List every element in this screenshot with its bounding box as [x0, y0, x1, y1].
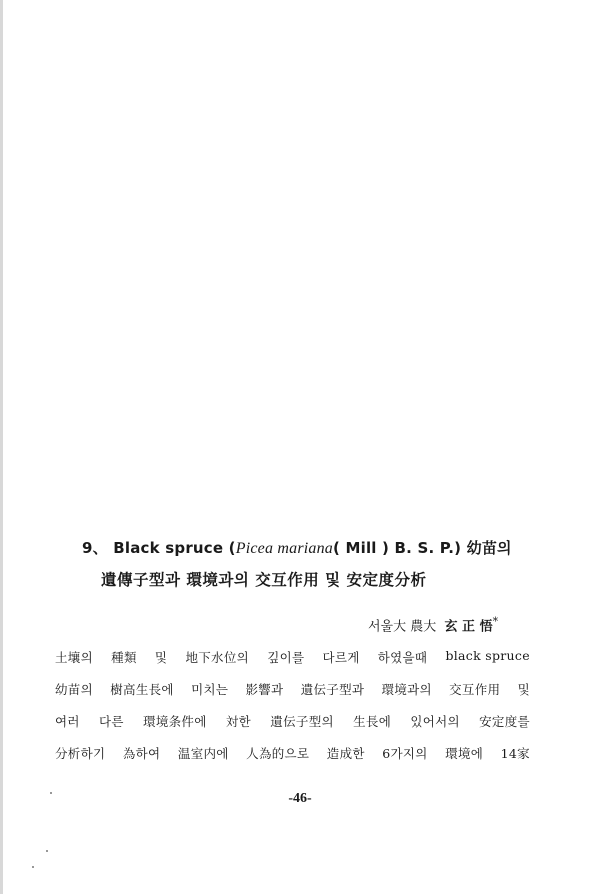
body-word: 遺伝子型과 — [300, 682, 365, 697]
body-word: 影響과 — [245, 682, 284, 697]
body-word: 温室内에 — [177, 746, 229, 761]
body-word: 造成한 — [326, 746, 365, 761]
body-word: 対한 — [225, 714, 252, 729]
title-suffix: ( Mill ) B. S. P.) 幼苗의 — [333, 539, 512, 557]
author-footnote-mark: * — [492, 615, 498, 628]
body-word: 있어서의 — [410, 714, 460, 729]
article-title-line2: 遺傳子型과 環境과의 交互作用 및 安定度分析 — [101, 571, 427, 589]
species-latin-name: Picea mariana — [235, 540, 333, 557]
body-line-1 — [55, 648, 530, 666]
number-separator: 、 — [92, 539, 114, 557]
article-title-line1 — [82, 537, 542, 558]
author-line — [368, 615, 498, 634]
title-prefix: Black spruce ( — [113, 539, 236, 557]
body-word: 遺伝子型의 — [270, 714, 334, 729]
body-word: 環境条件에 — [143, 714, 207, 729]
body-word: 土壤의 — [55, 650, 93, 665]
body-word: 為하여 — [122, 746, 161, 761]
body-word: 安定度를 — [479, 714, 530, 729]
body-word: 6가지의 — [382, 746, 428, 761]
body-word: 다르게 — [322, 650, 360, 665]
body-word: 地下水位의 — [185, 650, 250, 665]
body-line-3 — [55, 712, 530, 730]
body-word: 種類 — [111, 650, 137, 665]
body-word: black spruce — [445, 648, 530, 663]
body-word: 人為的으로 — [246, 746, 310, 761]
body-word: 14家 — [500, 746, 530, 761]
body-line-4 — [55, 744, 530, 762]
scan-edge — [0, 0, 3, 894]
article-number: 9 — [82, 539, 93, 557]
scan-speck — [50, 792, 52, 794]
body-word: 交互作用 — [449, 682, 501, 697]
scan-speck — [32, 866, 34, 868]
body-word: 幼苗의 — [55, 682, 93, 697]
body-word: 環境과의 — [381, 682, 432, 697]
body-word: 樹高生長에 — [110, 682, 174, 697]
body-word: 및 — [154, 650, 168, 665]
body-word: 하였을때 — [377, 650, 428, 665]
body-word: 環境에 — [445, 746, 484, 761]
body-word: 여러 — [55, 714, 80, 729]
author-affiliation: 서울大 農大 — [368, 619, 437, 635]
body-word: 미치는 — [191, 682, 229, 697]
body-line-2 — [55, 680, 530, 698]
page-number: -46- — [288, 791, 312, 806]
body-word: 및 — [517, 682, 530, 697]
body-word: 다른 — [99, 714, 124, 729]
scan-speck — [46, 850, 48, 852]
body-word: 分析하기 — [55, 746, 106, 761]
body-word: 生長에 — [353, 714, 392, 729]
body-word: 깊이를 — [267, 650, 305, 665]
author-name: 玄 正 悟 — [444, 619, 493, 635]
